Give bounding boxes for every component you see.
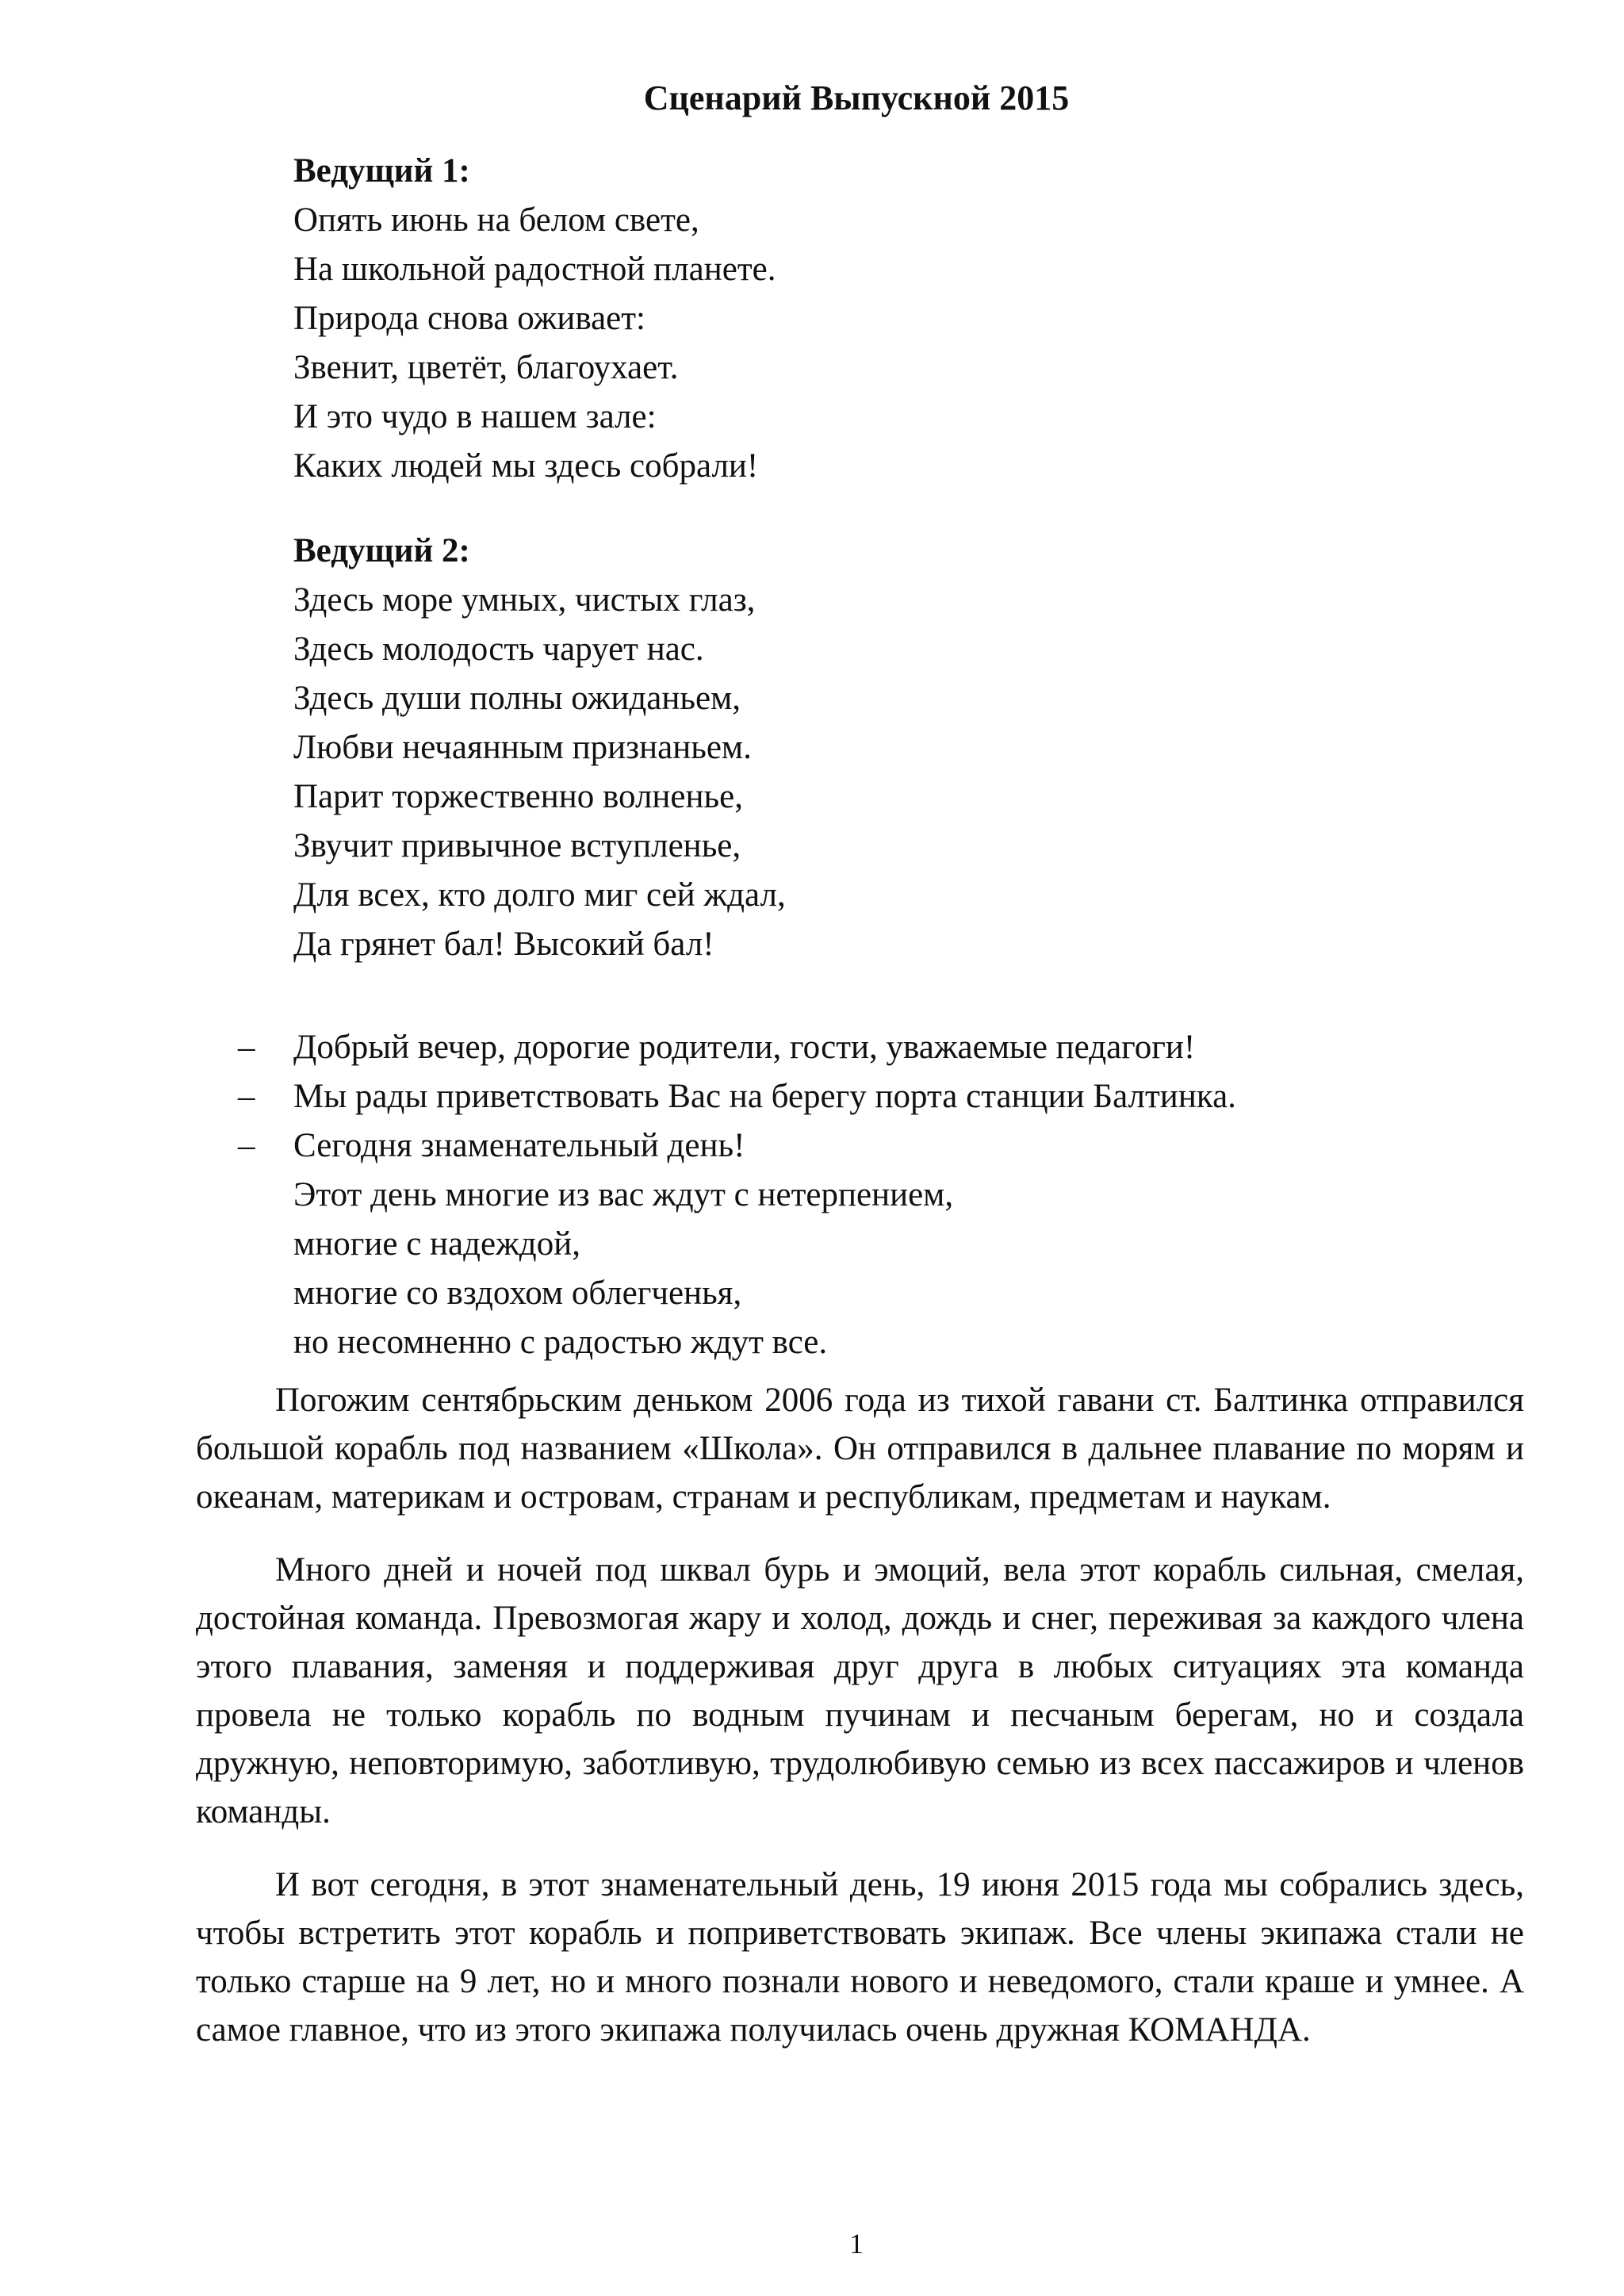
page-number: 1 xyxy=(849,2228,864,2260)
document-title: Сценарий Выпускной 2015 xyxy=(643,79,1070,117)
dash-item-line: многие с надеждой, xyxy=(293,1225,580,1263)
dash-item-line: Добрый вечер, дорогие родители, гости, уважаемые педагоги! xyxy=(293,1029,1196,1066)
dash-list xyxy=(238,1023,1507,1367)
poem-block-2 xyxy=(293,527,786,969)
dash-list-item xyxy=(238,1072,1507,1121)
poem2-line: Любви нечаянным признаньем. xyxy=(293,729,752,766)
dash-item-text xyxy=(293,1121,1507,1367)
poem2-line: Здесь море умных, чистых глаз, xyxy=(293,581,756,619)
body-paragraph: Много дней и ночей под шквал бурь и эмоций, вела этот корабль сильная, смелая, достойная команда. Превозмогая жару и холод, дождь и снег, переживая за каждого члена этого плавания, заменяя и поддерживая друг друга в любых ситуациях эта команда провела не только корабль по водным пучинам и песчаным берегам, но и создала дружную, неповторимую, заботливую, трудолюбивую семью из всех пассажиров и членов команды. xyxy=(196,1551,1524,1830)
dash-bullet: – xyxy=(238,1127,255,1164)
dash-bullet: – xyxy=(238,1029,255,1066)
dash-item-line: Этот день многие из вас ждут с нетерпением, xyxy=(293,1176,954,1213)
dash-item-text xyxy=(293,1072,1507,1121)
poem1-line: Опять июнь на белом свете, xyxy=(293,201,699,239)
body-paragraph: И вот сегодня, в этот знаменательный день, 19 июня 2015 года мы собрались здесь, чтобы встретить этот корабль и поприветствовать экипаж. Все члены экипажа стали не только старше на 9 лет, но и много познали нового и неведомого, стали краше и умнее. А самое главное, что из этого экипажа получилась очень дружная КОМАНДА. xyxy=(196,1866,1524,2049)
poem2-line: Для всех, кто долго миг сей ждал, xyxy=(293,876,786,914)
poem1-line: И это чудо в нашем зале: xyxy=(293,398,657,435)
poem1-line: Каких людей мы здесь собрали! xyxy=(293,447,759,485)
dash-item-line: Мы рады приветствовать Вас на берегу порта станции Балтинка. xyxy=(293,1078,1236,1115)
poem1-line: На школьной радостной планете. xyxy=(293,251,776,288)
dash-list-item xyxy=(238,1121,1507,1367)
speaker-label-2: Ведущий 2: xyxy=(293,532,470,569)
poem2-line: Парит торжественно волненье, xyxy=(293,778,743,815)
dash-list-item xyxy=(238,1023,1507,1072)
dash-item-text xyxy=(293,1023,1507,1072)
poem2-line: Здесь души полны ожиданьем, xyxy=(293,680,741,717)
poem-block-1 xyxy=(293,147,776,491)
poem2-line: Да грянет бал! Высокий бал! xyxy=(293,926,714,963)
dash-item-line: Сегодня знаменательный день! xyxy=(293,1127,745,1164)
dash-bullet: – xyxy=(238,1078,255,1115)
body-paragraphs xyxy=(196,1376,1524,2079)
dash-item-line: но несомненно с радостью ждут все. xyxy=(293,1324,828,1361)
speaker-label-1: Ведущий 1: xyxy=(293,152,470,190)
poem2-line: Здесь молодость чарует нас. xyxy=(293,631,704,668)
poem1-line: Звенит, цветёт, благоухает. xyxy=(293,349,679,386)
poem2-line: Звучит привычное вступленье, xyxy=(293,827,741,864)
poem1-line: Природа снова оживает: xyxy=(293,300,646,337)
dash-item-line: многие со вздохом облегченья, xyxy=(293,1274,742,1312)
body-paragraph: Погожим сентябрьским деньком 2006 года из тихой гавани ст. Балтинка отправился большой корабль под названием «Школа». Он отправился в дальнее плавание по морям и океанам, материкам и островам, странам и республикам, предметам и наукам. xyxy=(196,1382,1524,1516)
